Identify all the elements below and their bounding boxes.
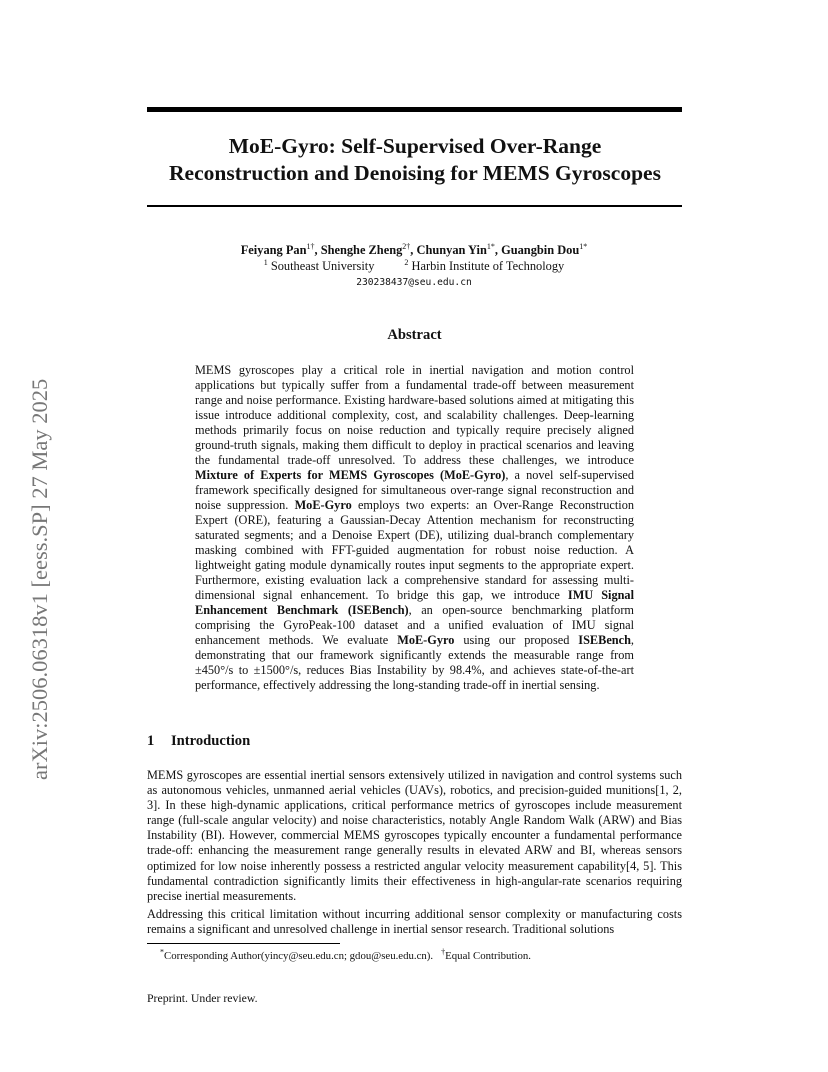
abstract-bold: ISEBench [578, 633, 631, 647]
abstract-text: using our proposed [454, 633, 579, 647]
footnote-mark: * [160, 947, 164, 957]
abstract-bold: Mixture of Experts for MEMS Gyroscopes (MoE-Gyro) [195, 468, 506, 482]
abstract-bold: MoE-Gyro [397, 633, 455, 647]
title-bottom-rule [147, 205, 682, 207]
author-name: Shenghe Zheng [320, 243, 403, 257]
abstract-heading: Abstract [387, 327, 442, 343]
author-name: Chunyan Yin [416, 243, 487, 257]
title-line-1: MoE-Gyro: Self-Supervised Over-Range [228, 134, 602, 158]
section-title: Introduction [171, 733, 251, 749]
abstract-text: , demonstrating that our framework significantly extends the measurable range from ±450°/s to ±1500°/s, reduces Bias Instability by 98.4%, and achieves state-of-the-art performance, effectively addressing the long-standing trade-off in inertial sensing. [195, 633, 634, 692]
paper-title [120, 133, 710, 187]
author-mark: 1† [306, 241, 315, 251]
author-name: Feiyang Pan [240, 243, 307, 257]
abstract-text: , a novel self-supervised framework specifically designed for simultaneous over-range signal reconstruction and noise suppression. [195, 468, 634, 512]
abstract-text: MEMS gyroscopes play a critical role in inertial navigation and motion control applications but typically suffer from a fundamental trade-off between measurement range and noise performance. Existing hardware-based solutions aimed at mitigating this issue introduce additional complexity, cost, and scalability challenges. Deep-learning methods primarily focus on noise reduction and typically require precisely aligned ground-truth signals, making them difficult to deploy in practical scenarios and leaving the fundamental trade-off unresolved. To address these challenges, we introduce [195, 363, 634, 467]
author-mark: 2† [402, 241, 411, 251]
footnote-text: Equal Contribution. [445, 950, 531, 962]
abstract-text: , an open-source benchmarking platform comprising the GyroPeak-100 dataset and a unified evaluation of IMU signal enhancement methods. We evaluate [195, 603, 634, 647]
author-mark: 1* [579, 241, 588, 251]
intro-paragraph-1: MEMS gyroscopes are essential inertial sensors extensively utilized in navigation and control systems such as autonomous vehicles, unmanned aerial vehicles (UAVs), robotics, and precision-guided munitions[1, 2, 3]. In these high-dynamic applications, critical performance metrics of gyroscopes include measurement range (full-scale angular velocity) and noise characteristics, notably Angle Random Walk (ARW) and Bias Instability (BI). However, commercial MEMS gyroscopes typically encounter a fundamental performance trade-off: enhancing the measurement range generally results in elevated ARW and BI, whereas sensors optimized for low noise inherently possess a restricted angular velocity measurement capability[4, 5]. This fundamental contradiction significantly limits their effectiveness in high-angular-rate scenarios requiring precise inertial measurements. [147, 768, 682, 903]
affiliation-name: Southeast University [270, 259, 375, 273]
title-top-rule [147, 107, 682, 112]
footnote-mark: † [441, 947, 446, 957]
abstract-text: employs two experts: an Over-Range Reconstruction Expert (ORE), featuring a Gaussian-Decay Attention mechanism for reconstructing saturated segments; and a Denoise Expert (DE), utilizing dual-branch complementary masking combined with FFT-guided augmentation for robust noise reduction. A lightweight gating module dynamically routes input segments to the appropriate expert. Furthermore, existing evaluation lack a comprehensive standard for assessing multi-dimensional signal enhancement. To bridge this gap, we introduce [195, 498, 635, 602]
affiliation-num: 1 [263, 257, 268, 267]
title-line-2: Reconstruction and Denoising for MEMS Gyroscopes [169, 161, 661, 185]
contact-email[interactable]: 230238437@seu.edu.cn [356, 277, 472, 288]
abstract-bold: IMU Signal Enhancement Benchmark (ISEBench) [195, 588, 634, 617]
author-mark: 1* [486, 241, 495, 251]
section-number: 1 [147, 733, 155, 749]
abstract-bold: MoE-Gyro [294, 498, 352, 512]
author-list: Feiyang Pan$^{1\dagger}$, Shenghe Zheng$^{2\dagger}$, Chunyan Yin$^{1*}$, Guangbin Dou$^{1*}$ [240, 241, 588, 257]
preprint-footer: Preprint. Under review. [147, 991, 258, 1005]
affiliations [140, 259, 688, 274]
footnote-text: Corresponding Author(yincy@seu.edu.cn; gdou@seu.edu.cn). [164, 950, 434, 962]
intro-paragraph-2: Addressing this critical limitation without incurring additional sensor complexity or manufacturing costs remains a significant and unresolved challenge in inertial sensor research. Traditional solutions [147, 907, 682, 937]
author-name: Guangbin Dou [501, 243, 580, 257]
footnote [160, 947, 531, 963]
section-heading [147, 732, 250, 750]
affiliation-num: 2 [404, 257, 409, 267]
footnote-rule [147, 943, 340, 944]
arxiv-sidebar-stamp: arXiv:2506.06318v1 [eess.SP] 27 May 2025 [27, 378, 52, 780]
affiliation-name: Harbin Institute of Technology [411, 259, 565, 273]
abstract-body [195, 363, 634, 693]
